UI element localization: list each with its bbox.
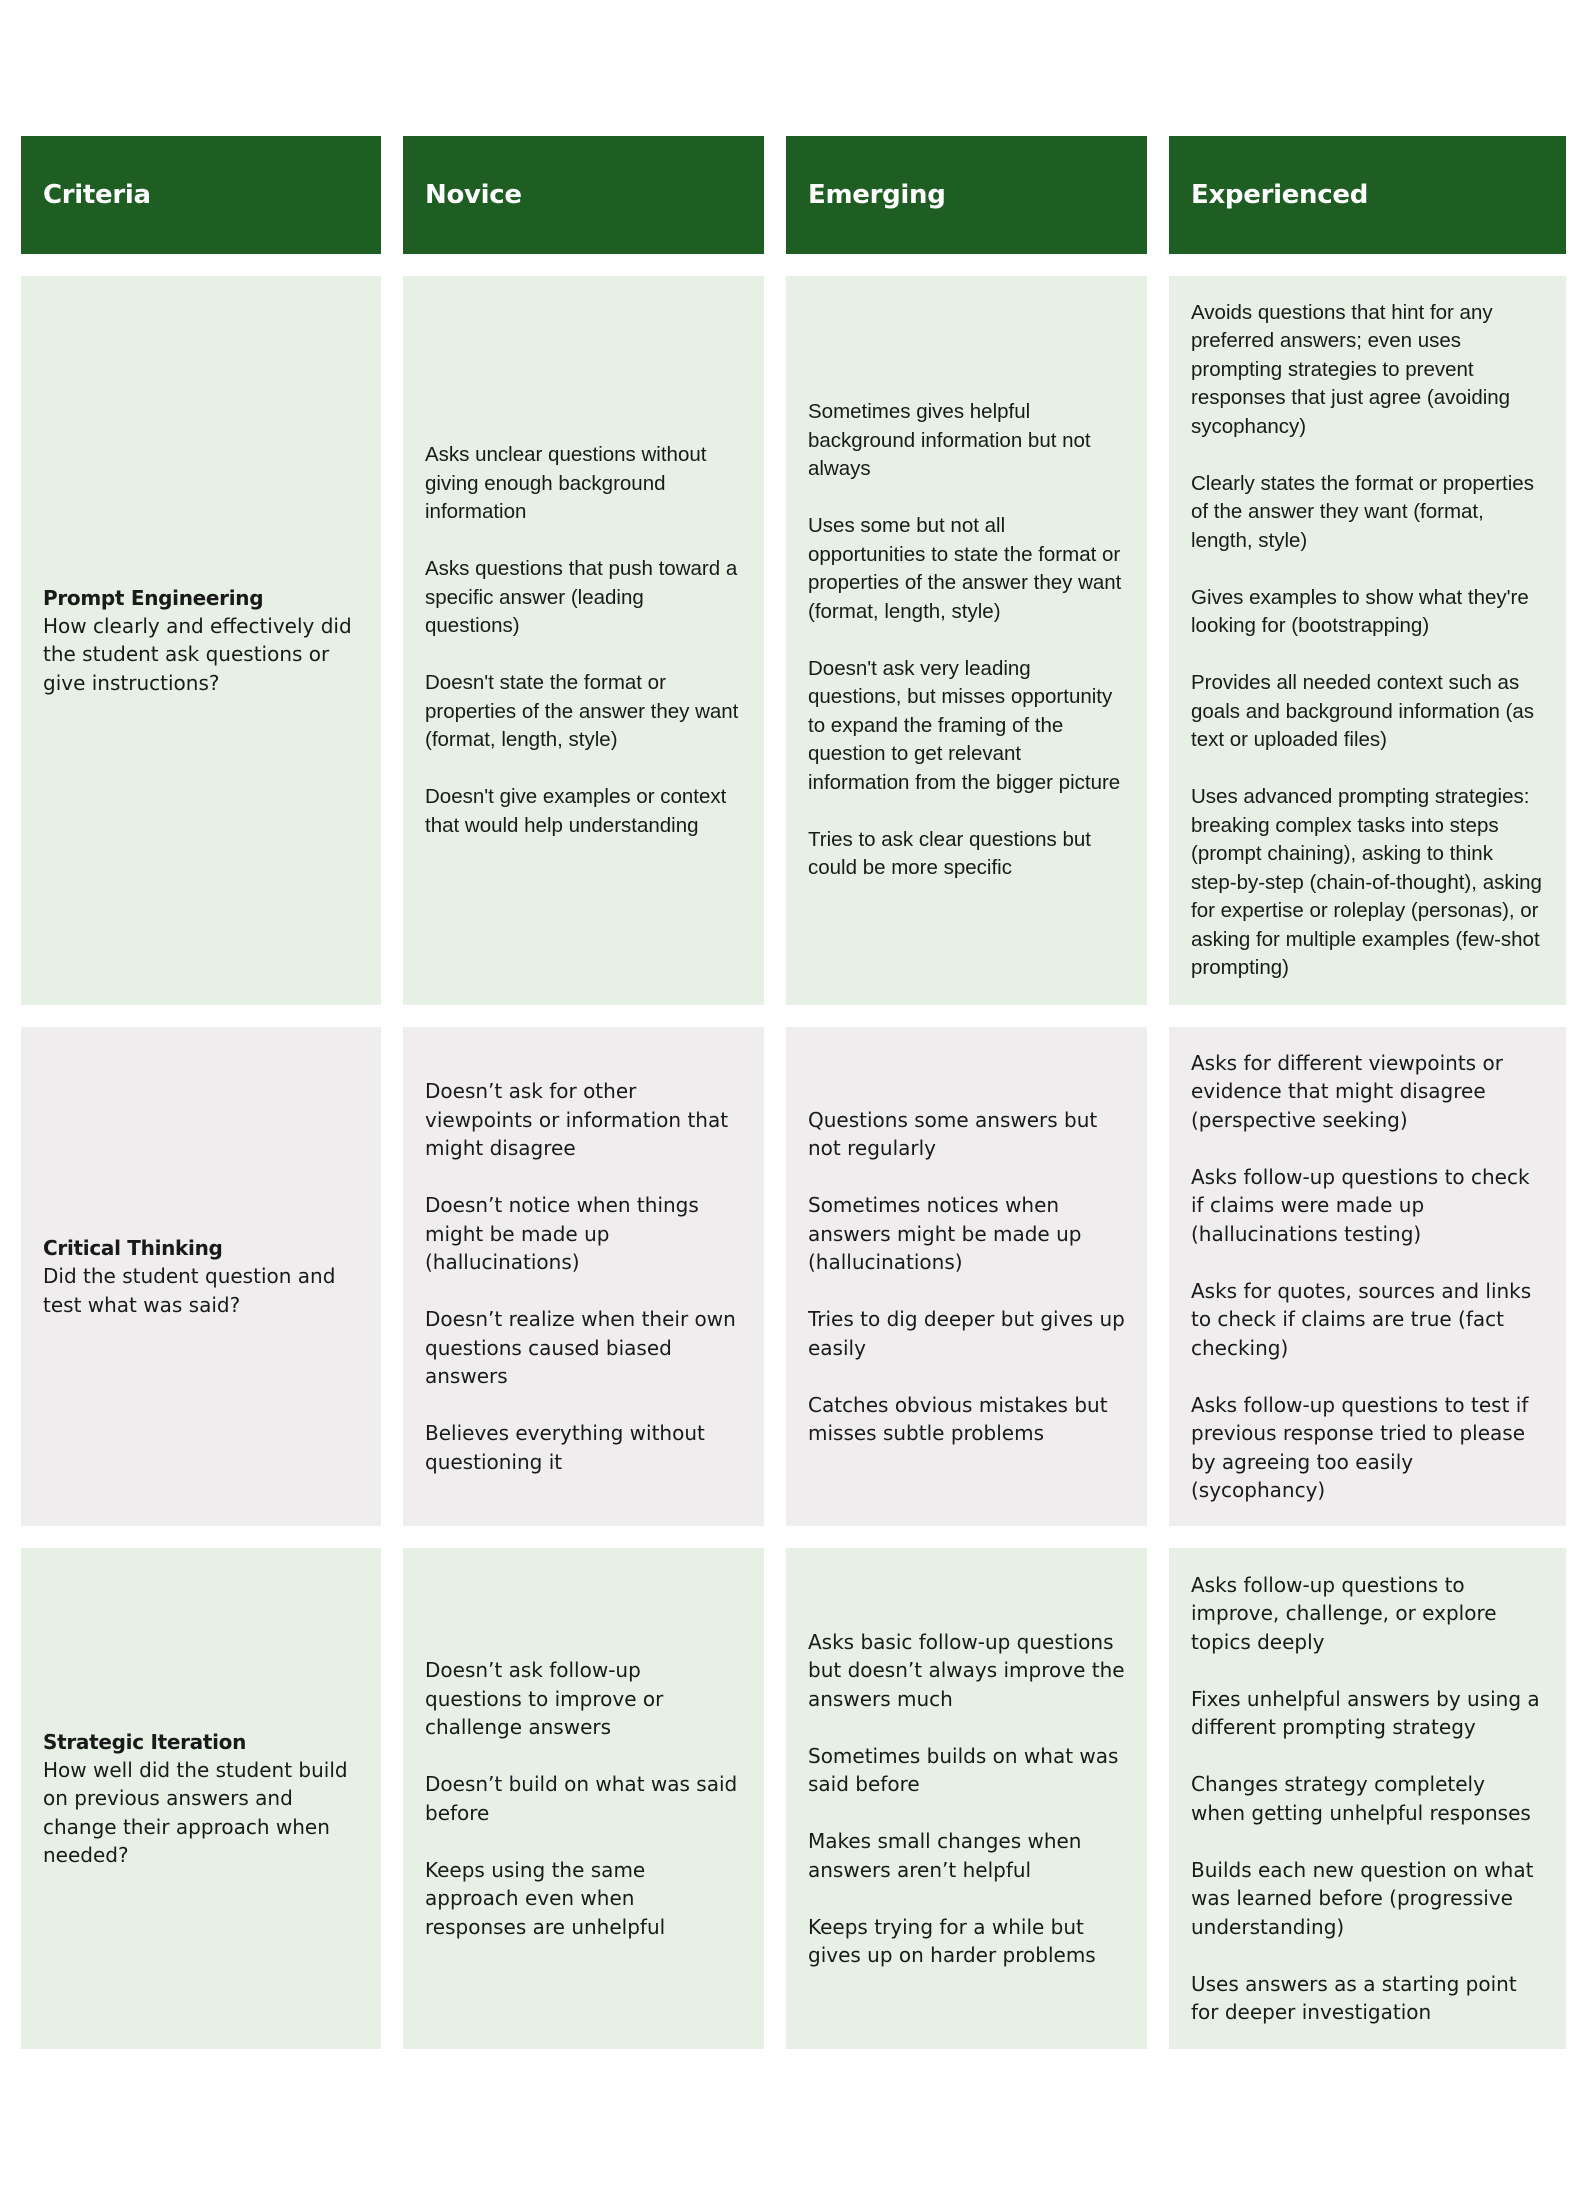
header-novice-label: Novice <box>425 180 522 210</box>
descriptor-list <box>425 441 742 840</box>
descriptor-item: Asks follow-up questions to improve, challenge, or explore topics deeply <box>1191 1572 1497 1654</box>
descriptor-item: Doesn't give examples or context that would help understanding <box>425 785 727 837</box>
novice-cell-strategic-iteration <box>403 1548 764 2049</box>
novice-cell-prompt-engineering <box>403 276 764 1005</box>
descriptor-item: Uses answers as a starting point for deeper investigation <box>1191 1971 1517 2024</box>
criteria-cell-prompt-engineering <box>21 276 381 1005</box>
descriptor-item: Clearly states the format or properties of the answer they want (format, length, style) <box>1191 471 1534 552</box>
header-emerging <box>786 136 1147 254</box>
descriptor-item: Sometimes builds on what was said before <box>808 1743 1119 1796</box>
experienced-cell-critical-thinking <box>1169 1027 1566 1526</box>
descriptor-list <box>1191 1049 1544 1505</box>
emerging-cell-critical-thinking <box>786 1027 1147 1526</box>
descriptor-item: Catches obvious mistakes but misses subtle problems <box>808 1392 1108 1445</box>
descriptor-item: Uses some but not all opportunities to state the format or properties of the answer they want (format, length, style) <box>808 514 1122 623</box>
descriptor-item: Doesn’t ask follow-up questions to improve or challenge answers <box>425 1658 664 1739</box>
descriptor-item: Sometimes notices when answers might be made up (hallucinations) <box>808 1193 1082 1274</box>
descriptor-item: Fixes unhelpful answers by using a different prompting strategy <box>1191 1686 1540 1739</box>
descriptor-list <box>1191 299 1544 983</box>
descriptor-list <box>808 398 1125 883</box>
descriptor-item: Avoids questions that hint for any preferred answers; even uses prompting strategies to prevent responses that just agree (avoiding sycophancy) <box>1191 300 1511 438</box>
header-experienced-label: Experienced <box>1191 180 1369 210</box>
header-experienced <box>1169 136 1566 254</box>
descriptor-item: Doesn't state the format or properties of the answer they want (format, length, style) <box>425 671 739 751</box>
descriptor-item: Asks for different viewpoints or evidence that might disagree (perspective seeking) <box>1191 1050 1503 1132</box>
header-novice <box>403 136 764 254</box>
descriptor-item: Uses advanced prompting strategies: breaking complex tasks into steps (prompt chaining), asking to think step-by-step (chain-of-thought), asking for expertise or roleplay (personas), or asking for multiple examples (few-shot prompting) <box>1191 785 1542 979</box>
descriptor-item: Asks follow-up questions to test if previous response tried to please by agreeing too easily (sycophancy) <box>1191 1392 1529 1502</box>
descriptor-item: Asks for quotes, sources and links to check if claims are true (fact checking) <box>1191 1278 1532 1360</box>
descriptor-list <box>425 1656 742 1941</box>
descriptor-item: Questions some answers but not regularly <box>808 1107 1098 1160</box>
criteria-description: How clearly and effectively did the student ask questions or give instructions? <box>43 613 352 695</box>
descriptor-list <box>425 1077 742 1476</box>
criteria-title: Prompt Engineering <box>43 585 264 610</box>
descriptor-item: Builds each new question on what was learned before (progressive understanding) <box>1191 1857 1534 1939</box>
descriptor-item: Doesn’t realize when their own questions caused biased answers <box>425 1307 736 1388</box>
descriptor-item: Provides all needed context such as goals and background information (as text or uploaded files) <box>1191 671 1535 751</box>
criteria-title: Strategic Iteration <box>43 1729 247 1754</box>
descriptor-item: Sometimes gives helpful background information but not always <box>808 400 1091 481</box>
rubric-table <box>21 136 1566 2049</box>
experienced-cell-prompt-engineering <box>1169 276 1566 1005</box>
descriptor-item: Tries to ask clear questions but could be more specific <box>808 827 1091 880</box>
descriptor-item: Asks questions that push toward a specific answer (leading questions) <box>425 557 738 637</box>
emerging-cell-strategic-iteration <box>786 1548 1147 2049</box>
descriptor-item: Keeps using the same approach even when responses are unhelpful <box>425 1857 666 1939</box>
descriptor-item: Changes strategy completely when getting unhelpful responses <box>1191 1772 1531 1825</box>
descriptor-list <box>1191 1571 1544 2027</box>
criteria-cell-critical-thinking <box>21 1027 381 1526</box>
descriptor-item: Gives examples to show what they're looking for (bootstrapping) <box>1191 585 1529 637</box>
emerging-cell-prompt-engineering <box>786 276 1147 1005</box>
descriptor-item: Doesn’t notice when things might be made up (hallucinations) <box>425 1193 699 1274</box>
header-emerging-label: Emerging <box>808 180 946 210</box>
descriptor-item: Asks follow-up questions to check if claims were made up (hallucinations testing) <box>1191 1164 1530 1246</box>
criteria-title: Critical Thinking <box>43 1236 223 1260</box>
experienced-cell-strategic-iteration <box>1169 1548 1566 2049</box>
descriptor-list <box>808 1628 1125 1970</box>
descriptor-item: Makes small changes when answers aren’t helpful <box>808 1829 1082 1882</box>
criteria-description: Did the student question and test what was said? <box>43 1264 336 1317</box>
header-criteria-label: Criteria <box>43 180 151 210</box>
descriptor-list <box>808 1106 1125 1448</box>
criteria-cell-strategic-iteration <box>21 1548 381 2049</box>
descriptor-item: Tries to dig deeper but gives up easily <box>808 1307 1125 1360</box>
descriptor-item: Believes everything without questioning it <box>425 1421 705 1474</box>
descriptor-item: Doesn't ask very leading questions, but misses opportunity to expand the framing of the question to get relevant information from the bigger picture <box>808 656 1121 794</box>
criteria-description: How well did the student build on previous answers and change their approach when needed? <box>43 1757 348 1867</box>
descriptor-item: Asks unclear questions without giving enough background information <box>425 443 707 523</box>
novice-cell-critical-thinking <box>403 1027 764 1526</box>
header-criteria <box>21 136 381 254</box>
descriptor-item: Keeps trying for a while but gives up on harder problems <box>808 1914 1096 1967</box>
descriptor-item: Asks basic follow-up questions but doesn’t always improve the answers much <box>808 1629 1125 1711</box>
descriptor-item: Doesn’t build on what was said before <box>425 1772 738 1825</box>
descriptor-item: Doesn’t ask for other viewpoints or information that might disagree <box>425 1079 729 1160</box>
